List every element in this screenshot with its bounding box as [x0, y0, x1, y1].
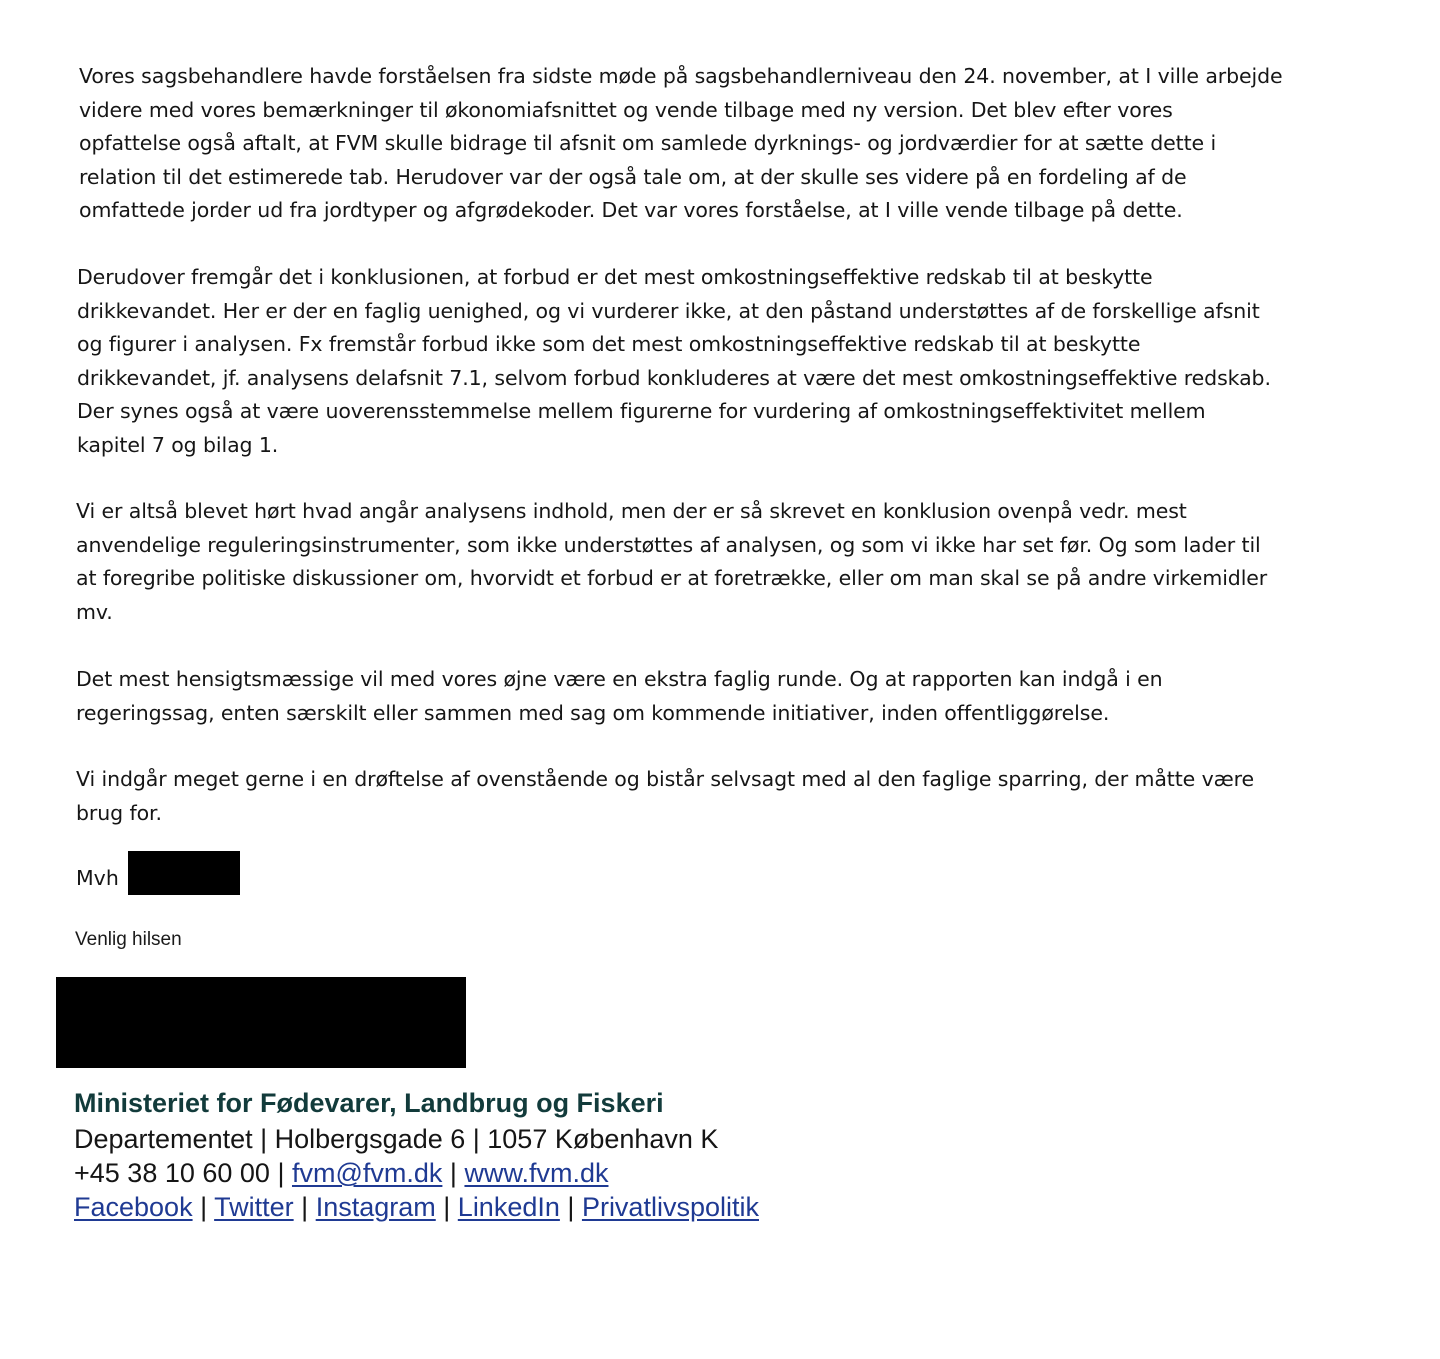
signature-phone: +45 38 10 60 00	[74, 1158, 270, 1188]
signature-contact-line	[74, 1158, 608, 1189]
paragraph-line: Det mest hensigtsmæssige vil med vores øjne være en ekstra faglig runde. Og at rapporten kan indgå i en	[76, 667, 1163, 691]
paragraph-1	[79, 60, 1389, 228]
redacted-name-block	[128, 851, 240, 895]
paragraph-line: brug for.	[76, 800, 162, 825]
instagram-link[interactable]: Instagram	[315, 1192, 436, 1222]
linkedin-link[interactable]: LinkedIn	[457, 1192, 560, 1222]
paragraph-line: og figurer i analysen. Fx fremstår forbud ikke som det mest omkostningseffektive redskab til at beskytte	[77, 332, 1141, 356]
signature-address: Departementet | Holbergsgade 6 | 1057 København K	[74, 1124, 719, 1154]
paragraph-line: opfattelse også aftalt, at FVM skulle bidrage til afsnit om samlede dyrknings- og jordværdier for at sætte dette i	[79, 131, 1217, 155]
separator: |	[301, 1192, 309, 1222]
paragraph-line: at foregribe politiske diskussioner om, hvorvidt et forbud er at foretrække, eller om man skal se på andre virkemidler	[76, 566, 1268, 590]
separator: |	[277, 1158, 285, 1188]
paragraph-line: mv.	[76, 599, 113, 624]
closing-text: Mvh	[76, 866, 119, 890]
redacted-signature-block	[56, 977, 466, 1068]
signature-organization: Ministeriet for Fødevarer, Landbrug og Fiskeri	[74, 1088, 664, 1118]
privacy-policy-link[interactable]: Privatlivspolitik	[581, 1192, 759, 1222]
separator: |	[443, 1192, 451, 1222]
paragraph-5	[76, 763, 1386, 830]
paragraph-line: kapitel 7 og bilag 1.	[77, 432, 279, 457]
paragraph-line: anvendelige reguleringsinstrumenter, som ikke understøttes af analysen, og som vi ikke har set før. Og som lader til	[76, 532, 1261, 557]
separator: |	[449, 1158, 457, 1188]
facebook-link[interactable]: Facebook	[74, 1192, 193, 1222]
website-link[interactable]: www.fvm.dk	[464, 1158, 609, 1188]
paragraph-line: regeringssag, enten særskilt eller sammen med sag om kommende initiativer, inden offentliggørelse.	[76, 700, 1110, 725]
paragraph-2	[77, 261, 1387, 462]
paragraph-line: Vi indgår meget gerne i en drøftelse af ovenstående og bistår selvsagt med al den faglige sparring, der måtte være	[76, 767, 1255, 791]
greeting-text: Venlig hilsen	[75, 929, 182, 950]
paragraph-line: Vores sagsbehandlere havde forståelsen fra sidste møde på sagsbehandlerniveau den 24. november, at I ville arbejde	[79, 64, 1283, 88]
paragraph-3	[76, 495, 1386, 629]
paragraph-line: drikkevandet, jf. analysens delafsnit 7.1, selvom forbud konkluderes at være det mest omkostningseffektive redskab.	[77, 365, 1271, 390]
paragraph-line: videre med vores bemærkninger til økonomiafsnittet og vende tilbage med ny version. Det blev efter vores	[79, 97, 1173, 122]
signature-social-links	[74, 1192, 759, 1223]
paragraph-line: drikkevandet. Her er der en faglig uenighed, og vi vurderer ikke, at den påstand understøttes af de forskellige afsnit	[77, 298, 1260, 323]
separator: |	[200, 1192, 208, 1222]
paragraph-line: Vi er altså blevet hørt hvad angår analysens indhold, men der er så skrevet en konklusion ovenpå vedr. mest	[76, 499, 1187, 523]
paragraph-line: relation til det estimerede tab. Herudover var der også tale om, at der skulle ses videre på en fordeling af de	[79, 164, 1187, 189]
separator: |	[567, 1192, 575, 1222]
paragraph-line: Derudover fremgår det i konklusionen, at forbud er det mest omkostningseffektive redskab til at beskytte	[77, 265, 1153, 289]
paragraph-4	[76, 663, 1386, 730]
email-link[interactable]: fvm@fvm.dk	[291, 1158, 443, 1188]
paragraph-line: Der synes også at være uoverensstemmelse mellem figurerne for vurdering af omkostningseffektivitet mellem	[77, 399, 1206, 423]
paragraph-line: omfattede jorder ud fra jordtyper og afgrødekoder. Det var vores forståelse, at I ville vende tilbage på dette.	[79, 198, 1183, 222]
twitter-link[interactable]: Twitter	[214, 1192, 294, 1222]
